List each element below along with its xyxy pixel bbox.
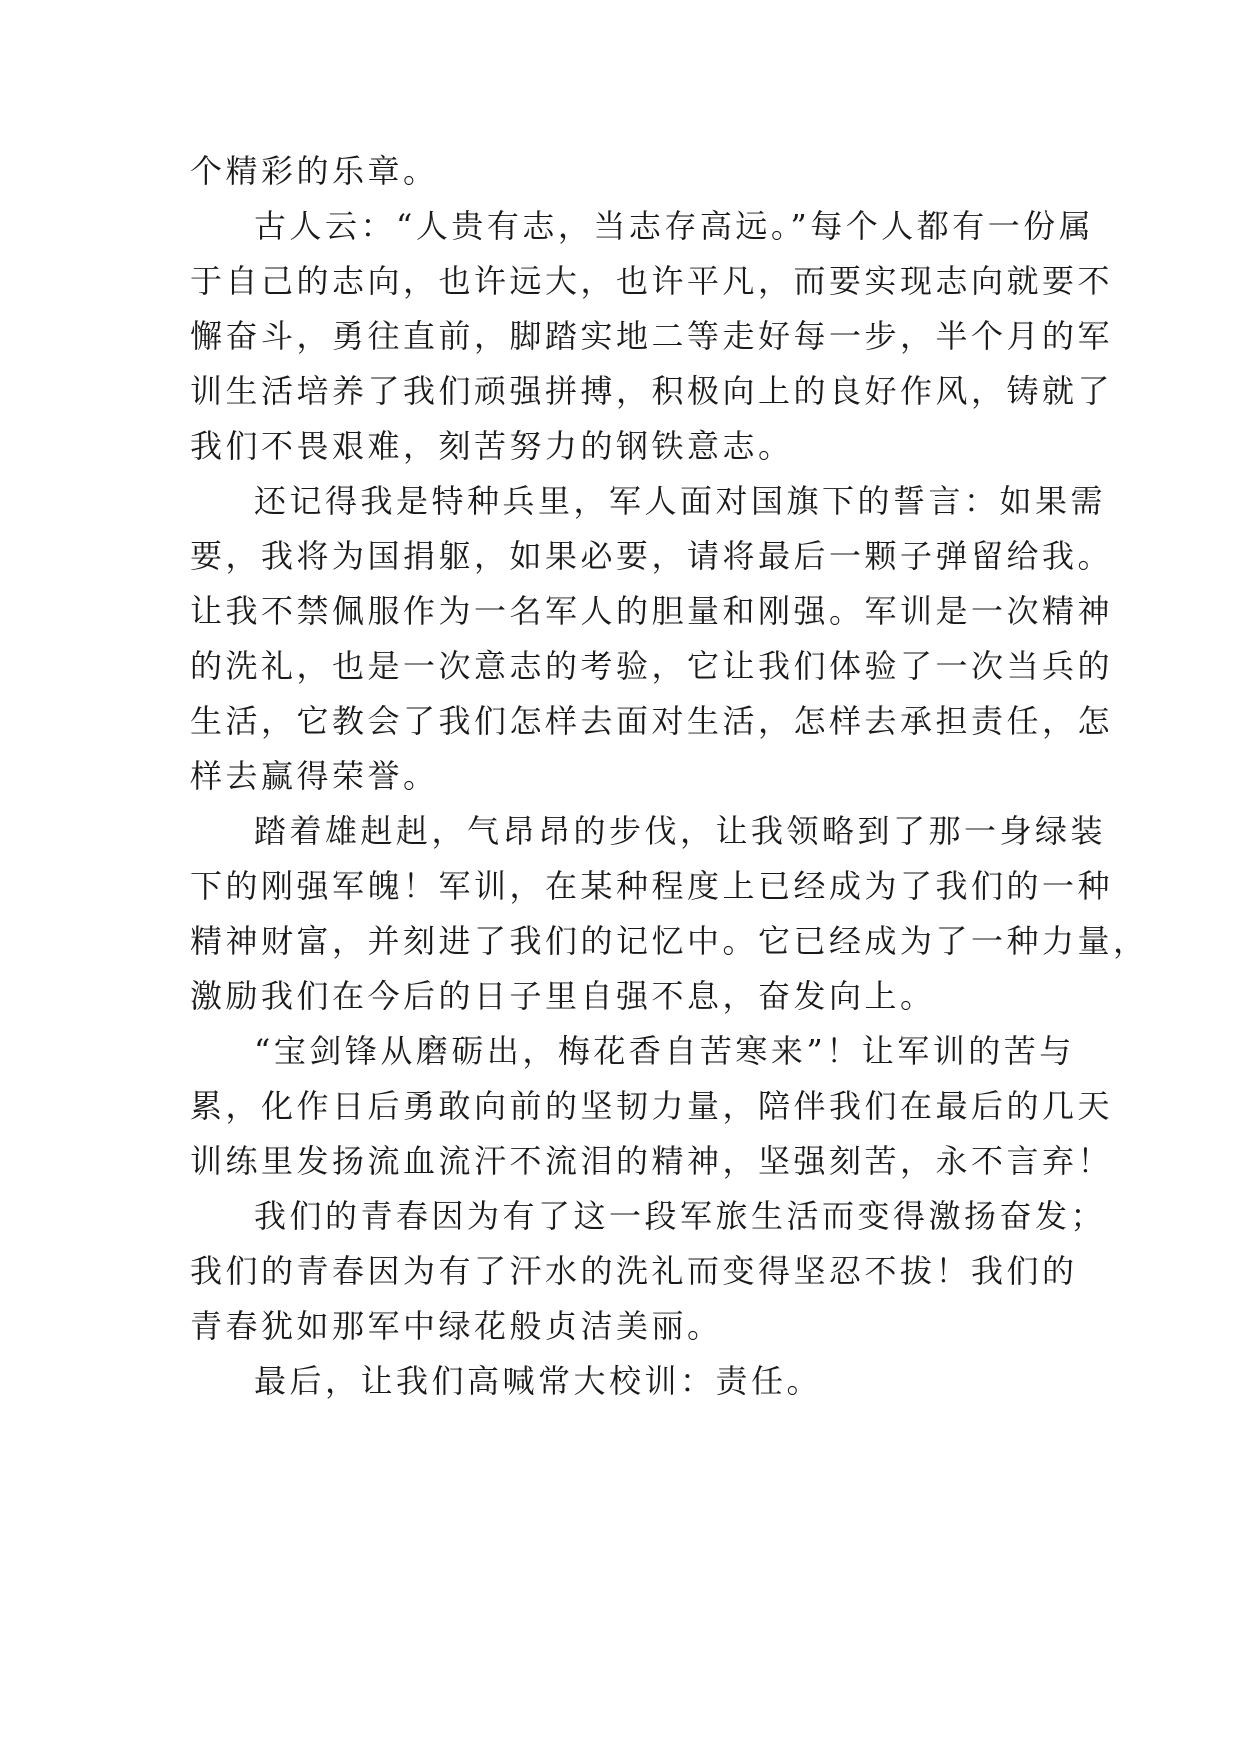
paragraph-line: 样去赢得荣誉。 xyxy=(190,757,439,795)
paragraph-line: 激励我们在今后的日子里自强不息，奋发向上。 xyxy=(190,977,936,1015)
paragraph-line: 青春犹如那军中绿花般贞洁美丽。 xyxy=(190,1307,723,1345)
paragraph-line: 于自己的志向，也许远大，也许平凡，而要实现志向就要不 xyxy=(190,262,1114,300)
paragraph-line: 累，化作日后勇敢向前的坚韧力量，陪伴我们在最后的几天 xyxy=(190,1087,1114,1125)
paragraph-line: 踏着雄赳赳，气昂昂的步伐，让我领略到了那一身绿装 xyxy=(254,812,1107,850)
paragraph-line: 生活，它教会了我们怎样去面对生活，怎样去承担责任，怎 xyxy=(190,702,1114,740)
paragraph-line: 我们的青春因为有了这一段军旅生活而变得激扬奋发； xyxy=(254,1197,1107,1235)
paragraph-line: 训生活培养了我们顽强拼搏，积极向上的良好作风，铸就了 xyxy=(190,372,1114,410)
paragraph-line: 古人云：“人贵有志，当志存高远。”每个人都有一份属 xyxy=(254,207,1095,245)
paragraph-line: 下的刚强军魄！军训，在某种程度上已经成为了我们的一种 xyxy=(190,867,1114,905)
paragraph-line: 精神财富，并刻进了我们的记忆中。它已经成为了一种力量， xyxy=(190,922,1149,960)
paragraph-line: 还记得我是特种兵里，军人面对国旗下的誓言：如果需 xyxy=(254,482,1107,520)
paragraph-line: “宝剑锋从磨砺出，梅花香自苦寒来”！让军训的苦与 xyxy=(254,1032,1075,1070)
paragraph-line: 个精彩的乐章。 xyxy=(190,152,439,190)
paragraph-line: 要，我将为国捐躯，如果必要，请将最后一颗子弹留给我。 xyxy=(190,537,1114,575)
paragraph-line: 让我不禁佩服作为一名军人的胆量和刚强。军训是一次精神 xyxy=(190,592,1114,630)
paragraph-line: 训练里发扬流血流汗不流泪的精神，坚强刻苦，永不言弃！ xyxy=(190,1142,1114,1180)
paragraph-line: 最后，让我们高喊常大校训：责任。 xyxy=(254,1362,823,1400)
paragraph-line: 懈奋斗，勇往直前，脚踏实地二等走好每一步，半个月的军 xyxy=(190,317,1114,355)
paragraph-line: 我们不畏艰难，刻苦努力的钢铁意志。 xyxy=(190,427,794,465)
paragraph-line: 我们的青春因为有了汗水的洗礼而变得坚忍不拔！我们的 xyxy=(190,1252,1078,1290)
paragraph-line: 的洗礼，也是一次意志的考验，它让我们体验了一次当兵的 xyxy=(190,647,1114,685)
